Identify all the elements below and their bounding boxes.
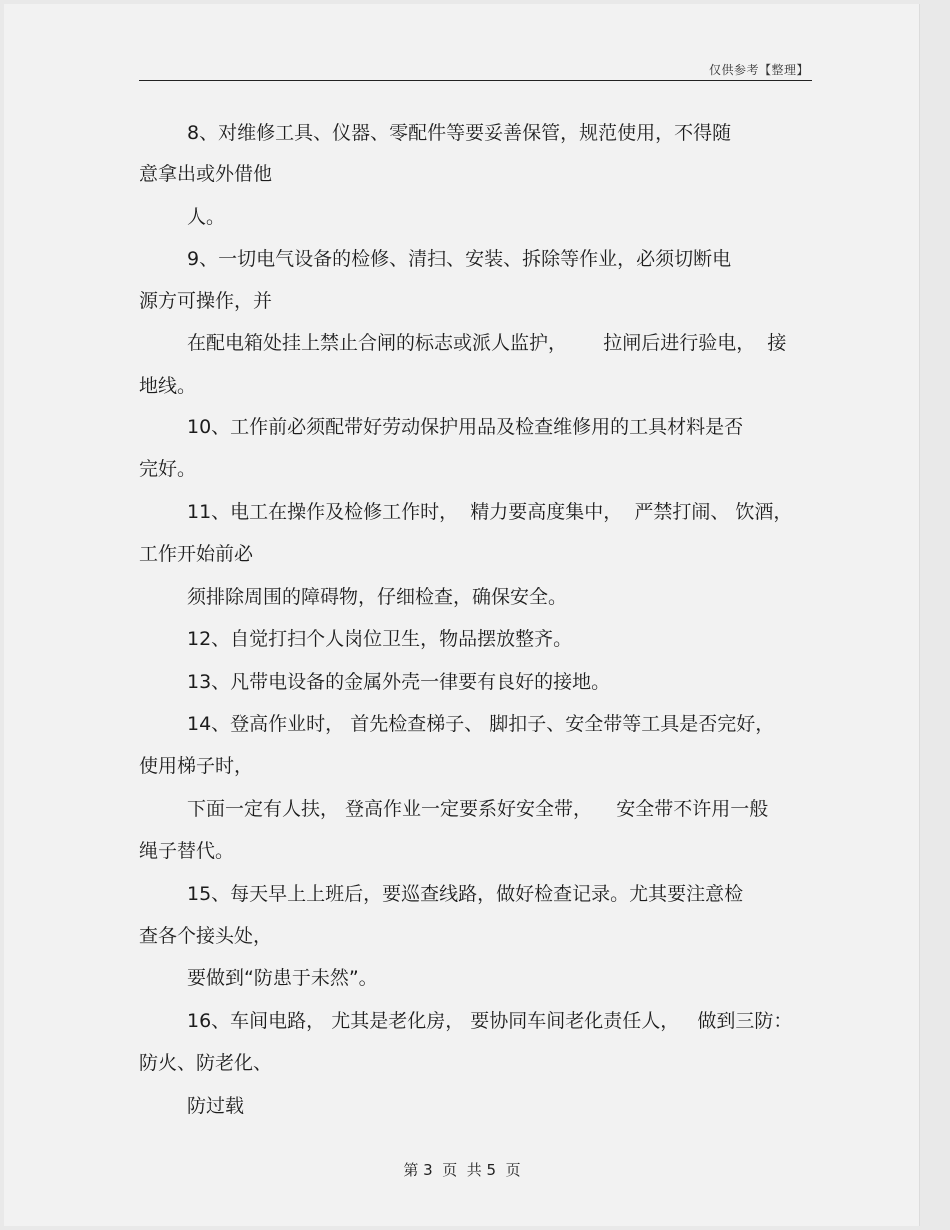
text-line: 下面一定有人扶， 登高作业一定要系好安全带， 安全带不许用一般 <box>187 798 769 820</box>
text-line: 防过载 <box>187 1095 245 1117</box>
text-line: 8、对维修工具、仪器、零配件等要妥善保管，规范使用，不得随 <box>187 122 732 144</box>
text-line: 须排除周围的障碍物，仔细检查，确保安全。 <box>187 586 568 608</box>
text-line: 完好。 <box>139 458 197 480</box>
text-line: 工作开始前必 <box>139 543 254 565</box>
text-line: 查各个接头处， <box>139 925 273 947</box>
text-line: 绳子替代。 <box>139 840 235 862</box>
text-line: 16、车间电路， 尤其是老化房， 要协同车间老化责任人， 做到三防： <box>187 1010 793 1032</box>
page-number: 第 3 页 共 5 页 <box>403 1161 521 1179</box>
text-line: 10、工作前必须配带好劳动保护用品及检查维修用的工具材料是否 <box>187 416 744 438</box>
header-note: 仅供参考【整理】 <box>708 63 809 77</box>
header-divider <box>139 80 812 81</box>
text-line: 使用梯子时， <box>139 755 254 777</box>
text-line: 地线。 <box>139 375 197 397</box>
text-line: 13、凡带电设备的金属外壳一律要有良好的接地。 <box>187 671 611 693</box>
document-page <box>4 4 920 1226</box>
text-line: 源方可操作，并 <box>139 290 273 312</box>
text-line: 意拿出或外借他 <box>139 163 273 185</box>
text-line: 防火、防老化、 <box>139 1052 273 1074</box>
text-line: 要做到“防患于未然”。 <box>187 967 378 989</box>
text-line: 12、自觉打扫个人岗位卫生，物品摆放整齐。 <box>187 628 573 650</box>
text-line: 15、每天早上上班后，要巡查线路，做好检查记录。尤其要注意检 <box>187 883 744 905</box>
text-line: 人。 <box>187 206 226 228</box>
text-line: 9、一切电气设备的检修、清扫、安装、拆除等作业，必须切断电 <box>187 248 732 270</box>
text-line: 11、电工在操作及检修工作时， 精力要高度集中， 严禁打闹、 饮酒， <box>187 501 793 523</box>
text-line: 在配电箱处挂上禁止合闸的标志或派人监护， 拉闸后进行验电， 接 <box>187 332 787 354</box>
text-line: 14、登高作业时， 首先检查梯子、 脚扣子、安全带等工具是否完好， <box>187 713 775 735</box>
